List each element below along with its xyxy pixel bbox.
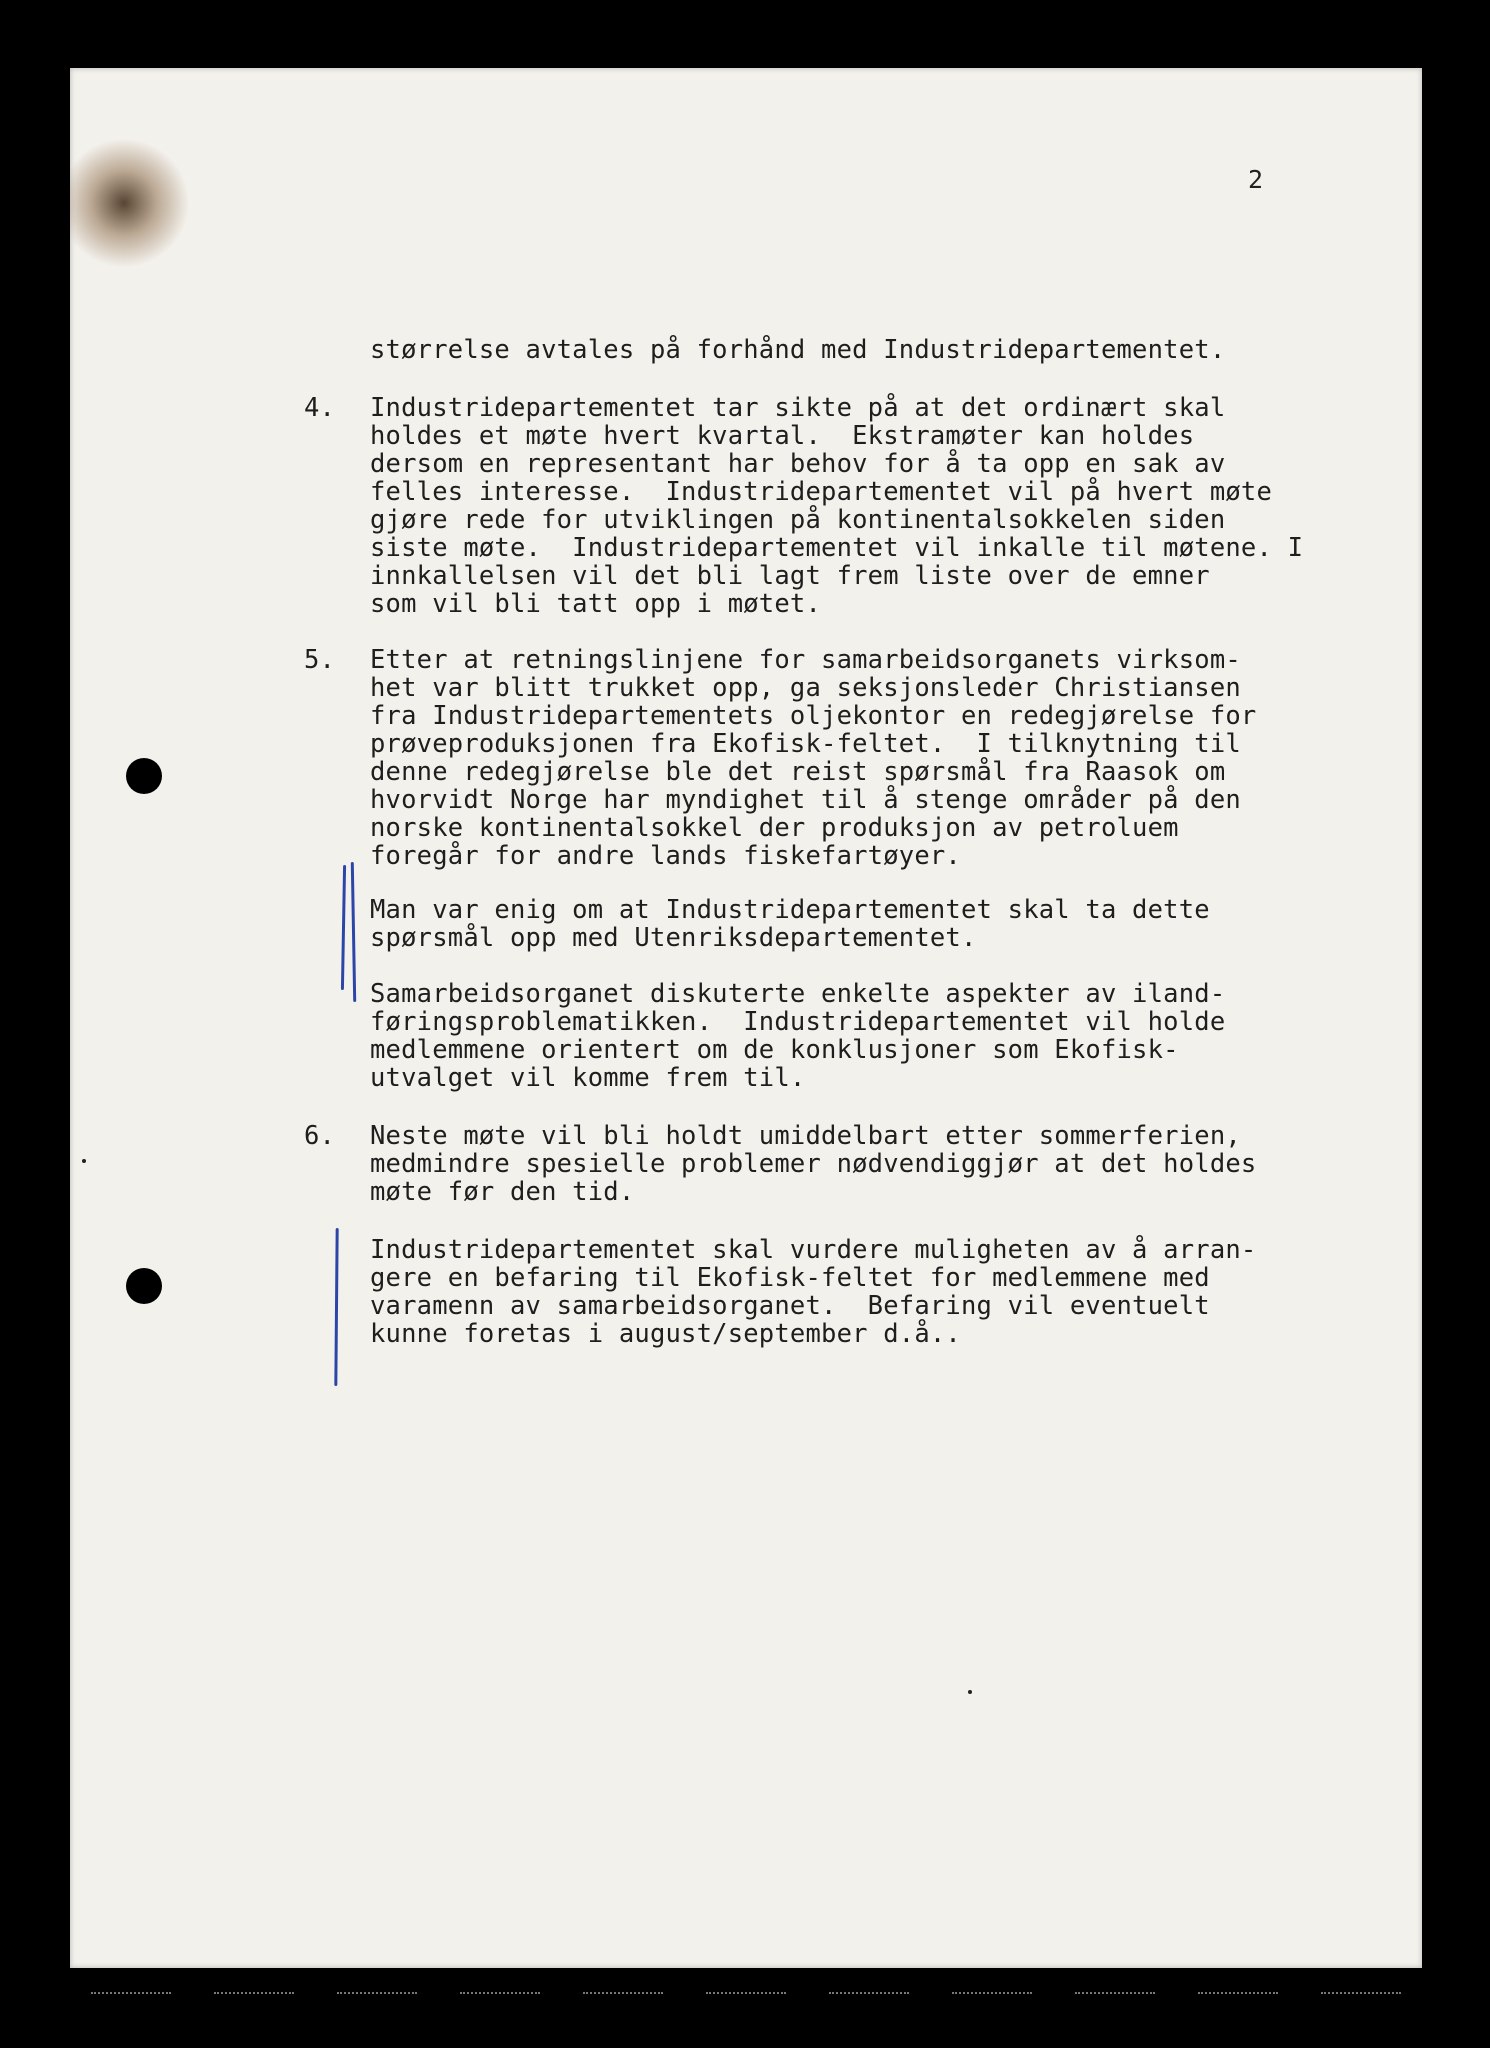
speck-mark (968, 1690, 972, 1694)
text-line: felles interesse. Industridepartementet vil på hvert møte (370, 477, 1273, 507)
text-line: holdes et møte hvert kvartal. Ekstramøter kan holdes (370, 421, 1195, 451)
text-line: Industridepartementet tar sikte på at det ordinært skal (370, 393, 1226, 423)
item-number: 6. (304, 1121, 336, 1151)
text-line: Neste møte vil bli holdt umiddelbart etter sommerferien, (370, 1121, 1241, 1151)
bottom-edge-strip (70, 1988, 1422, 1998)
text-line: gere en befaring til Ekofisk-feltet for medlemmene med (370, 1263, 1210, 1293)
text-line: gjøre rede for utviklingen på kontinentalsokkelen siden (370, 505, 1226, 535)
text-line: som vil bli tatt opp i møtet. (370, 589, 822, 619)
text-line: denne redegjørelse ble det reist spørsmål fra Raasok om (370, 757, 1226, 787)
text-line: spørsmål opp med Utenriksdepartementet. (370, 923, 977, 953)
text-line: medlemmene orientert om de konklusjoner som Ekofisk- (370, 1035, 1179, 1065)
text-line: føringsproblematikken. Industridepartementet vil holde (370, 1007, 1226, 1037)
text-line: foregår for andre lands fiskefartøyer. (370, 841, 961, 871)
text-line: størrelse avtales på forhånd med Industridepartementet. (370, 335, 1226, 365)
punch-hole-lower (126, 1268, 162, 1304)
text-line: møte før den tid. (370, 1177, 635, 1207)
text-line: prøveproduksjonen fra Ekofisk-feltet. I tilknytning til (370, 729, 1241, 759)
text-line: siste møte. Industridepartementet vil inkalle til møtene. I (370, 533, 1304, 563)
text-line: medmindre spesielle problemer nødvendiggjør at det holdes (370, 1149, 1257, 1179)
text-line: het var blitt trukket opp, ga seksjonsleder Christiansen (370, 673, 1241, 703)
text-line: Man var enig om at Industridepartementet skal ta dette (370, 895, 1210, 925)
text-line: kunne foretas i august/september d.å.. (370, 1319, 961, 1349)
item-number: 4. (304, 393, 336, 423)
text-line: fra Industridepartementets oljekontor en redegjørelse for (370, 701, 1257, 731)
punch-hole-upper (126, 758, 162, 794)
text-line: varamenn av samarbeidsorganet. Befaring vil eventuelt (370, 1291, 1210, 1321)
text-line: dersom en representant har behov for å ta opp en sak av (370, 449, 1226, 479)
text-line: Industridepartementet skal vurdere muligheten av å arran- (370, 1235, 1257, 1265)
text-line: Samarbeidsorganet diskuterte enkelte aspekter av iland- (370, 979, 1226, 1009)
text-line: norske kontinentalsokkel der produksjon av petroluem (370, 813, 1179, 843)
page-number: 2 (1248, 165, 1264, 194)
burn-stain (70, 138, 190, 268)
item-number: 5. (304, 645, 336, 675)
text-line: innkallelsen vil det bli lagt frem liste over de emner (370, 561, 1210, 591)
text-line: hvorvidt Norge har myndighet til å stenge områder på den (370, 785, 1241, 815)
text-line: Etter at retningslinjene for samarbeidsorganets virksom- (370, 645, 1241, 675)
speck-mark (82, 1159, 86, 1163)
text-line: utvalget vil komme frem til. (370, 1063, 806, 1093)
